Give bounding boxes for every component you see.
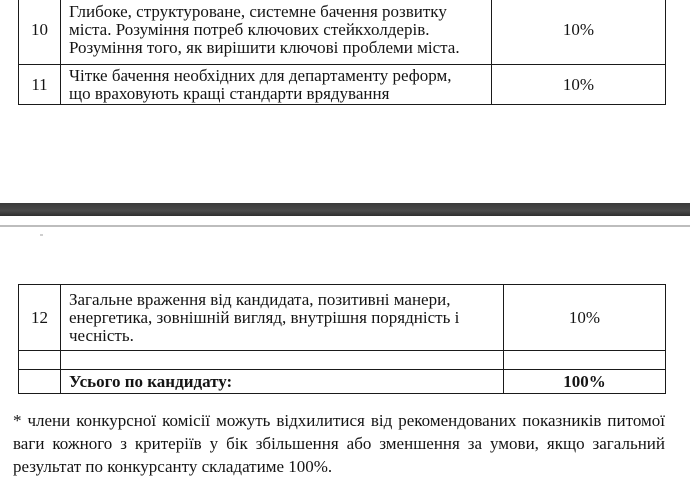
page-break-divider — [0, 203, 690, 216]
criterion-line: Загальне враження від кандидата, позитивні манери, — [69, 289, 451, 309]
footnote: * члени конкурсної комісії можуть відхилитися від рекомендованих показників питомої ваги кожного з критеріїв у бік збільшення або зменшення за умови, якщо загальний результат по конкурсанту складатиме 100%. — [13, 411, 665, 476]
criterion-line: енергетика, зовнішній вигляд, внутрішня порядність і — [69, 307, 460, 327]
criterion-line: чесність. — [69, 325, 134, 345]
table-row — [19, 285, 666, 351]
total-row — [19, 370, 666, 394]
row-number: 11 — [19, 65, 61, 105]
blank-cell — [19, 370, 61, 394]
criterion-line: Чітке бачення необхідних для департаменту реформ, — [69, 65, 452, 85]
page-edge-line — [0, 225, 690, 227]
criterion-line: що враховують кращі стандарти врядування — [69, 83, 390, 103]
criterion-line: Розуміння того, як вирішити ключові проблеми міста. — [69, 38, 460, 57]
blank-cell — [61, 351, 504, 370]
criteria-table-top — [18, 0, 666, 105]
weight-cell: 10% — [504, 285, 666, 351]
blank-cell — [504, 351, 666, 370]
criterion-text — [61, 0, 492, 65]
row-number: 10 — [19, 0, 61, 65]
criteria-table-bottom — [18, 284, 666, 394]
total-weight: 100% — [504, 370, 666, 394]
weight-cell: 10% — [492, 0, 666, 65]
blank-cell — [19, 351, 61, 370]
table-row — [19, 65, 666, 105]
total-label: Усього по кандидату: — [61, 370, 504, 394]
criterion-line: Глибоке, структуроване, системне бачення розвитку — [69, 2, 447, 21]
criterion-line: міста. Розуміння потреб ключових стейкхолдерів. — [69, 20, 430, 39]
row-number: 12 — [19, 285, 61, 351]
criterion-text — [61, 65, 492, 105]
weight-cell: 10% — [492, 65, 666, 105]
criterion-text — [61, 285, 504, 351]
table-row — [19, 0, 666, 65]
scan-speck — [40, 234, 43, 236]
blank-row — [19, 351, 666, 370]
